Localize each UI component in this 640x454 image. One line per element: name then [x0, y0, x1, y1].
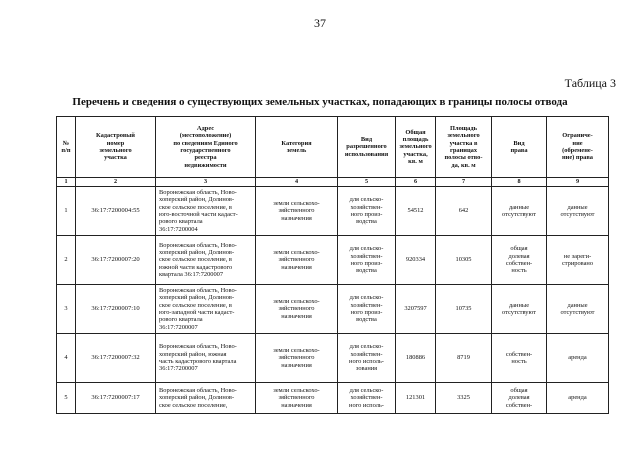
permitted-use: для сельско- хозяйствен- ного исполь- зования [338, 334, 396, 383]
land-category: земли сельскохо- зяйственного назначения [256, 334, 338, 383]
cadastral-number: 36:17:7200007:32 [76, 334, 156, 383]
total-area: 180886 [396, 334, 436, 383]
strip-area: 3325 [436, 383, 492, 414]
strip-area: 10305 [436, 236, 492, 285]
right-type: общая долевая собствен- ность [492, 236, 547, 285]
strip-area: 10735 [436, 285, 492, 334]
column-header: Категория земель [256, 117, 338, 178]
right-type: данные отсутствуют [492, 187, 547, 236]
column-number: 2 [76, 178, 156, 187]
header-row [57, 117, 609, 178]
land-plots-table [56, 116, 609, 414]
document-title: Перечень и сведения о существующих земельных участках, попадающих в границы полосы отвода [72, 96, 568, 108]
column-number: 9 [547, 178, 609, 187]
permitted-use: для сельско- хозяйствен- ного исполь- [338, 383, 396, 414]
column-number-row [57, 178, 609, 187]
row-number: 3 [57, 285, 76, 334]
strip-area: 8719 [436, 334, 492, 383]
column-header: Адрес (местоположение) по сведениям Единого государственного реестра недвижимости [156, 117, 256, 178]
permitted-use: для сельско- хозяйствен- ного произ- водства [338, 187, 396, 236]
land-category: земли сельскохо- зяйственного назначения [256, 236, 338, 285]
column-header: № п/п [57, 117, 76, 178]
total-area: 3207597 [396, 285, 436, 334]
column-header: Кадастровый номер земельного участка [76, 117, 156, 178]
land-category: земли сельскохо- зяйственного назначения [256, 285, 338, 334]
cadastral-number: 36:17:7200007:17 [76, 383, 156, 414]
row-number: 5 [57, 383, 76, 414]
table-row [57, 334, 609, 383]
land-category: земли сельскохо- зяйственного назначения [256, 187, 338, 236]
cadastral-number: 36:17:7200007:20 [76, 236, 156, 285]
right-type: данные отсутствуют [492, 285, 547, 334]
row-number: 1 [57, 187, 76, 236]
row-number: 2 [57, 236, 76, 285]
column-header: Вид разрешенного использования [338, 117, 396, 178]
table-row [57, 285, 609, 334]
column-header: Площадь земельного участка в границах полосы отво- да, кв. м [436, 117, 492, 178]
address-cell: Воронежская область, Ново- хоперский район, южная часть кадастрового квартала 36:17:7200007 [156, 334, 256, 383]
address-cell: Воронежская область, Ново- хоперский район, Долинов- ское сельское поселение, [156, 383, 256, 414]
total-area: 54512 [396, 187, 436, 236]
column-number: 5 [338, 178, 396, 187]
cadastral-number: 36:17:7200004:55 [76, 187, 156, 236]
column-number: 8 [492, 178, 547, 187]
page-number: 37 [314, 16, 326, 30]
table-row [57, 383, 609, 414]
column-number: 4 [256, 178, 338, 187]
strip-area: 642 [436, 187, 492, 236]
column-number: 7 [436, 178, 492, 187]
row-number: 4 [57, 334, 76, 383]
permitted-use: для сельско- хозяйствен- ного произ- водства [338, 285, 396, 334]
cadastral-number: 36:17:7200007:10 [76, 285, 156, 334]
column-number: 6 [396, 178, 436, 187]
column-header: Вид права [492, 117, 547, 178]
encumbrance: не зареги- стрировано [547, 236, 609, 285]
column-number: 1 [57, 178, 76, 187]
encumbrance: данные отсутствуют [547, 285, 609, 334]
column-number: 3 [156, 178, 256, 187]
total-area: 920334 [396, 236, 436, 285]
land-category: земли сельскохо- зяйственного назначения [256, 383, 338, 414]
encumbrance: данные отсутствуют [547, 187, 609, 236]
address-cell: Воронежская область, Ново- хоперский район, Долинов- ское сельское поселение, в юго-западной части кадаст- рового квартала 36:17:7200007 [156, 285, 256, 334]
address-cell: Воронежская область, Ново- хоперский район, Долинов- ское сельское поселение, в южной части кадастрового квартала 36:17:7200007 [156, 236, 256, 285]
encumbrance: аренда [547, 334, 609, 383]
column-header: Ограниче- ние (обремене- ние) права [547, 117, 609, 178]
address-cell: Воронежская область, Ново- хоперский район, Долинов- ское сельское поселение, в юго-восточной части кадаст- рового квартала 36:17:7200004 [156, 187, 256, 236]
permitted-use: для сельско- хозяйствен- ного произ- водства [338, 236, 396, 285]
right-type: общая долевая собствен- [492, 383, 547, 414]
encumbrance: аренда [547, 383, 609, 414]
table-row [57, 187, 609, 236]
table-row [57, 236, 609, 285]
right-type: собствен- ность [492, 334, 547, 383]
column-header: Общая площадь земельного участка, кв. м [396, 117, 436, 178]
total-area: 121301 [396, 383, 436, 414]
table-label: Таблица 3 [564, 76, 616, 90]
